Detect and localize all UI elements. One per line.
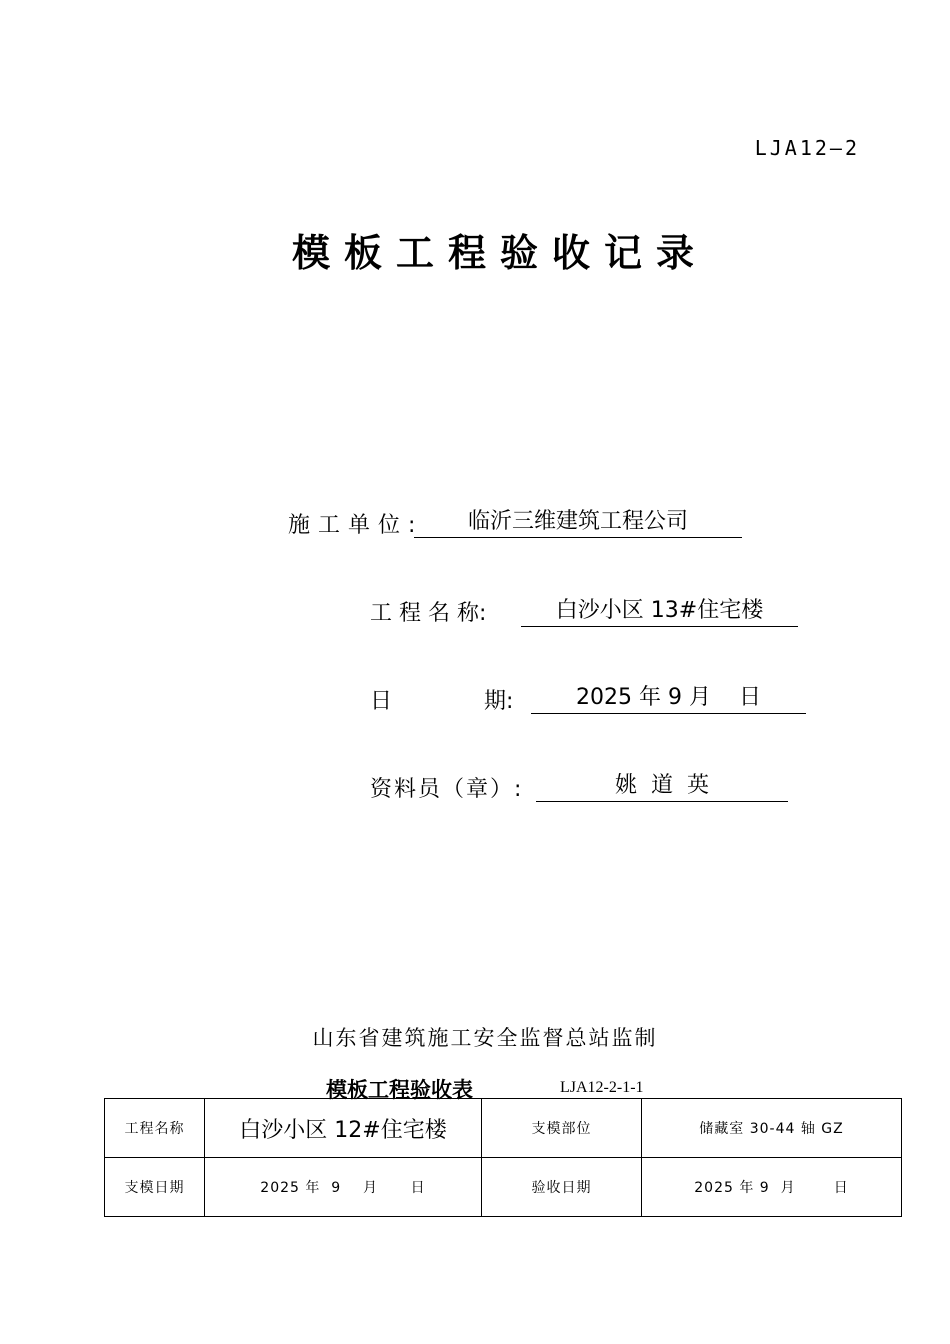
date-value: 2025 年 9 月 日 <box>531 683 806 714</box>
contractor-label: 施工单位: <box>288 513 424 538</box>
table-code: LJA12-2-1-1 <box>560 1079 644 1096</box>
date-label-right: 期: <box>484 689 514 714</box>
clerk-label: 资料员（章）: <box>370 777 524 802</box>
project-name-cell: 白沙小区 12#住宅楼 <box>205 1099 482 1158</box>
document-title: 模板工程验收记录 <box>291 231 708 275</box>
project-name-header: 工程名称 <box>105 1099 205 1158</box>
formwork-location-header: 支模部位 <box>482 1099 642 1158</box>
table-row <box>105 1099 902 1158</box>
formwork-date-header: 支模日期 <box>105 1158 205 1217</box>
project-name-value: 白沙小区 13#住宅楼 <box>521 596 798 627</box>
table-row <box>105 1158 902 1217</box>
acceptance-date-header: 验收日期 <box>482 1158 642 1217</box>
contractor-value: 临沂三维建筑工程公司 <box>414 507 742 538</box>
form-code: LJA12—2 <box>754 136 860 160</box>
formwork-date-cell: 2025 年 9 月 日 <box>205 1158 482 1217</box>
acceptance-date-cell: 2025 年 9 月 日 <box>642 1158 902 1217</box>
issuer-text: 山东省建筑施工安全监督总站监制 <box>312 1026 658 1050</box>
acceptance-table <box>104 1098 902 1217</box>
clerk-value: 姚 道 英 <box>536 771 788 802</box>
formwork-location-cell: 储藏室 30-44 轴 GZ <box>642 1099 902 1158</box>
date-label-left: 日 <box>370 689 393 714</box>
project-name-label: 工 程 名 称: <box>370 601 487 626</box>
table-title: 模板工程验收表 <box>326 1078 473 1102</box>
